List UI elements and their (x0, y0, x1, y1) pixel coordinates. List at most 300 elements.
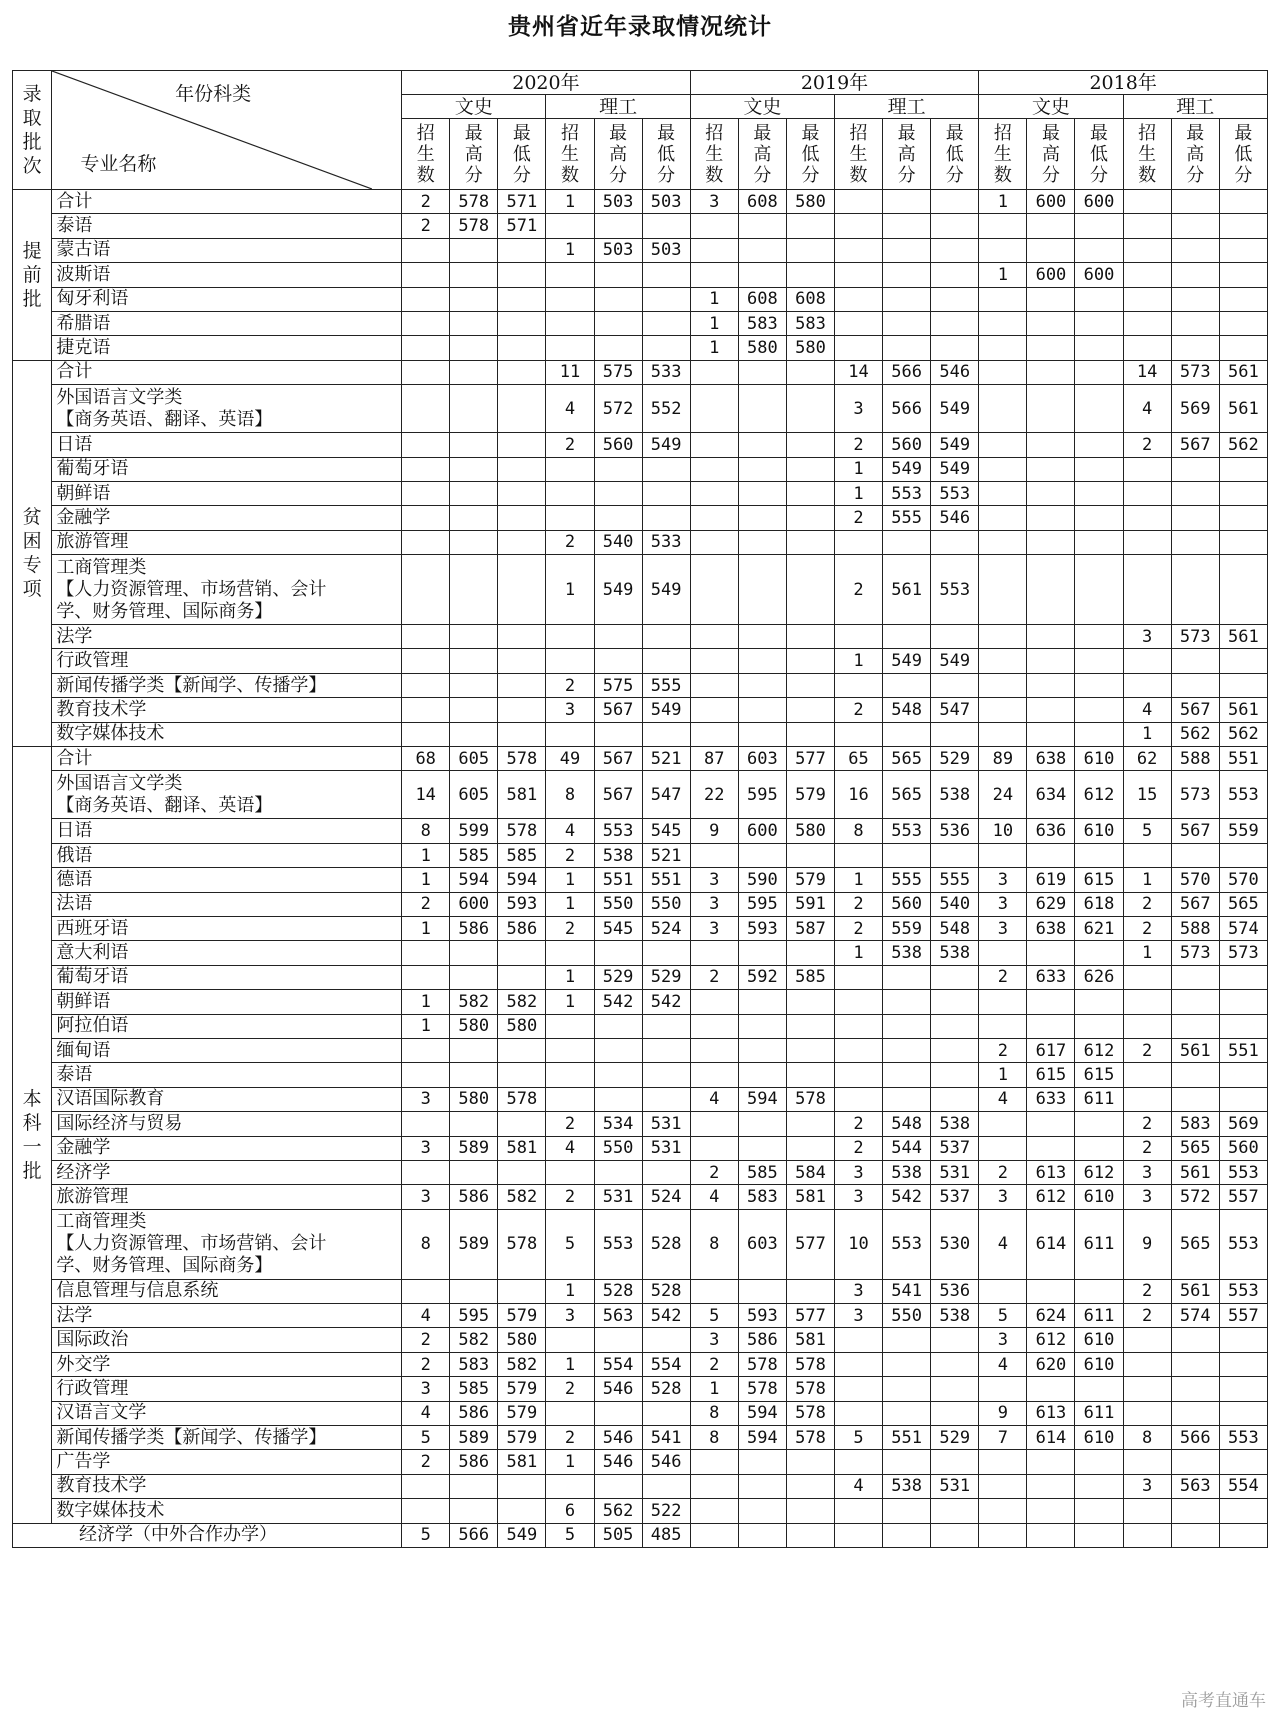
value-cell (690, 1038, 738, 1062)
value-cell: 591 (786, 892, 834, 916)
value-cell (931, 625, 979, 649)
table-row (13, 506, 1268, 530)
value-cell (546, 1038, 594, 1062)
value-cell: 528 (642, 1209, 690, 1279)
value-cell: 608 (738, 287, 786, 311)
value-cell (498, 238, 546, 262)
value-cell (498, 1038, 546, 1062)
value-cell (642, 263, 690, 287)
value-cell: 3 (402, 1377, 450, 1401)
value-cell: 89 (979, 747, 1027, 771)
value-cell: 594 (738, 1087, 786, 1111)
value-cell: 615 (1027, 1063, 1075, 1087)
value-cell: 2 (402, 1352, 450, 1376)
column-header (1123, 119, 1171, 190)
value-cell: 573 (1171, 360, 1219, 384)
major-name-line: 合计 (56, 190, 93, 212)
value-cell: 4 (1123, 698, 1171, 722)
value-cell (594, 1160, 642, 1184)
value-cell: 11 (546, 360, 594, 384)
value-cell: 594 (498, 868, 546, 892)
diag-top-label: 年份科类 (175, 83, 252, 105)
value-cell (835, 1352, 883, 1376)
value-cell (1171, 214, 1219, 238)
value-cell (642, 1474, 690, 1498)
value-cell (835, 843, 883, 867)
value-cell (1075, 214, 1123, 238)
value-cell: 3 (1123, 1474, 1171, 1498)
value-cell: 614 (1027, 1426, 1075, 1450)
major-name-line: 工商管理类 (56, 556, 147, 578)
value-cell (1123, 965, 1171, 989)
table-row (13, 1279, 1268, 1303)
value-cell (1027, 990, 1075, 1014)
value-cell: 533 (642, 360, 690, 384)
value-cell (786, 360, 834, 384)
value-cell (1075, 360, 1123, 384)
value-cell: 579 (498, 1401, 546, 1425)
value-cell: 615 (1075, 1063, 1123, 1087)
value-cell: 551 (594, 868, 642, 892)
value-cell (402, 311, 450, 335)
value-cell (979, 336, 1027, 360)
value-cell: 612 (1075, 1160, 1123, 1184)
value-cell (835, 1499, 883, 1523)
value-cell: 571 (498, 214, 546, 238)
value-cell (786, 1523, 834, 1547)
major-name-line: 数字媒体技术 (56, 723, 165, 745)
value-cell (450, 625, 498, 649)
value-cell (1123, 1450, 1171, 1474)
value-cell: 3 (546, 698, 594, 722)
value-cell (1027, 1014, 1075, 1038)
value-cell: 546 (594, 1377, 642, 1401)
value-cell: 528 (642, 1377, 690, 1401)
value-cell (642, 649, 690, 673)
value-cell: 538 (594, 843, 642, 867)
value-cell: 538 (931, 771, 979, 819)
value-cell (1027, 506, 1075, 530)
value-cell (835, 1450, 883, 1474)
value-cell (498, 1279, 546, 1303)
value-cell: 600 (1027, 190, 1075, 214)
table-row (13, 530, 1268, 554)
column-header (1219, 119, 1267, 190)
value-cell (979, 1474, 1027, 1498)
value-cell: 531 (931, 1474, 979, 1498)
table-row (13, 1136, 1268, 1160)
table-row (13, 1401, 1268, 1425)
value-cell (883, 1328, 931, 1352)
value-cell: 1 (546, 1450, 594, 1474)
value-cell (402, 698, 450, 722)
value-cell (1075, 1474, 1123, 1498)
value-cell: 567 (594, 771, 642, 819)
value-cell: 536 (931, 1279, 979, 1303)
watermark: 高考直通车 (1181, 1691, 1266, 1711)
value-cell: 3 (835, 385, 883, 433)
value-cell (690, 506, 738, 530)
value-cell: 503 (594, 190, 642, 214)
value-cell (738, 360, 786, 384)
value-cell (594, 1038, 642, 1062)
major-name (52, 1499, 402, 1523)
value-cell: 528 (594, 1279, 642, 1303)
value-cell (738, 457, 786, 481)
value-cell: 611 (1075, 1209, 1123, 1279)
value-cell (1219, 1014, 1267, 1038)
value-cell (450, 287, 498, 311)
value-cell: 2 (402, 892, 450, 916)
value-cell: 633 (1027, 1087, 1075, 1111)
value-cell: 485 (642, 1523, 690, 1547)
value-cell: 554 (642, 1352, 690, 1376)
value-cell: 2 (546, 1185, 594, 1209)
value-cell (642, 1160, 690, 1184)
value-cell: 561 (1219, 360, 1267, 384)
value-cell (931, 214, 979, 238)
value-cell (1075, 1499, 1123, 1523)
value-cell (1027, 1136, 1075, 1160)
value-cell: 560 (883, 892, 931, 916)
value-cell (979, 990, 1027, 1014)
value-cell: 1 (546, 868, 594, 892)
value-cell (690, 555, 738, 625)
value-cell (883, 287, 931, 311)
value-cell (690, 385, 738, 433)
major-name-line: 信息管理与信息系统 (56, 1280, 219, 1302)
value-cell (1123, 555, 1171, 625)
value-cell (1171, 1499, 1219, 1523)
value-cell (546, 1328, 594, 1352)
major-name-line: 教育技术学 (56, 698, 147, 720)
table-row (13, 1499, 1268, 1523)
major-name (52, 336, 402, 360)
value-cell (979, 1136, 1027, 1160)
value-cell: 1 (690, 311, 738, 335)
value-cell (979, 722, 1027, 746)
value-cell (835, 214, 883, 238)
value-cell (1075, 673, 1123, 697)
value-cell: 542 (642, 1304, 690, 1328)
major-name-line: 俄语 (56, 844, 93, 866)
value-cell (835, 311, 883, 335)
value-cell (450, 1160, 498, 1184)
value-cell (1171, 843, 1219, 867)
major-name-line: 日语 (56, 820, 93, 842)
value-cell: 549 (931, 385, 979, 433)
value-cell (738, 941, 786, 965)
value-cell: 3 (979, 1328, 1027, 1352)
value-cell (642, 506, 690, 530)
value-cell (1123, 1377, 1171, 1401)
value-cell (1219, 190, 1267, 214)
value-cell (979, 433, 1027, 457)
value-cell: 565 (1171, 1209, 1219, 1279)
value-cell: 578 (450, 190, 498, 214)
value-cell (690, 481, 738, 505)
value-cell (642, 481, 690, 505)
value-cell: 1 (402, 916, 450, 940)
value-cell (594, 311, 642, 335)
major-name (52, 722, 402, 746)
value-cell (883, 190, 931, 214)
value-cell (883, 263, 931, 287)
value-cell (1027, 698, 1075, 722)
value-cell: 65 (835, 747, 883, 771)
value-cell (1123, 238, 1171, 262)
value-cell (1219, 1063, 1267, 1087)
value-cell (1027, 1523, 1075, 1547)
value-cell: 1 (979, 263, 1027, 287)
value-cell (402, 1279, 450, 1303)
value-cell (1075, 990, 1123, 1014)
value-cell (498, 336, 546, 360)
value-cell: 580 (786, 819, 834, 843)
value-cell (690, 1474, 738, 1498)
value-cell (1123, 1499, 1171, 1523)
value-cell (1219, 1087, 1267, 1111)
value-cell: 2 (1123, 1279, 1171, 1303)
value-cell: 578 (498, 819, 546, 843)
value-cell (1075, 1136, 1123, 1160)
value-cell (402, 1038, 450, 1062)
value-cell (498, 530, 546, 554)
value-cell (1171, 649, 1219, 673)
value-cell (1123, 1523, 1171, 1547)
value-cell (883, 1014, 931, 1038)
value-cell: 529 (931, 747, 979, 771)
value-cell: 555 (642, 673, 690, 697)
value-cell (1075, 1279, 1123, 1303)
value-cell: 549 (642, 433, 690, 457)
value-cell: 14 (1123, 360, 1171, 384)
value-cell: 524 (642, 916, 690, 940)
value-cell: 521 (642, 843, 690, 867)
value-cell (498, 1063, 546, 1087)
value-cell (786, 1474, 834, 1498)
value-cell (1027, 481, 1075, 505)
value-cell (738, 263, 786, 287)
value-cell: 553 (1219, 1279, 1267, 1303)
value-cell (835, 530, 883, 554)
major-name-line: 经济学 (56, 1161, 111, 1183)
value-cell: 600 (450, 892, 498, 916)
value-cell (450, 457, 498, 481)
value-cell (546, 1401, 594, 1425)
value-cell (1123, 1352, 1171, 1376)
value-cell (1123, 263, 1171, 287)
value-cell (835, 625, 883, 649)
value-cell (883, 311, 931, 335)
value-cell (1027, 1474, 1075, 1498)
value-cell: 595 (738, 771, 786, 819)
value-cell: 610 (1075, 747, 1123, 771)
value-cell: 5 (402, 1523, 450, 1547)
value-cell: 1 (546, 190, 594, 214)
value-cell: 572 (594, 385, 642, 433)
value-cell: 529 (931, 1426, 979, 1450)
value-cell: 611 (1075, 1304, 1123, 1328)
value-cell (835, 1401, 883, 1425)
value-cell (1219, 238, 1267, 262)
value-cell (642, 311, 690, 335)
value-cell (883, 1499, 931, 1523)
value-cell (402, 506, 450, 530)
value-cell (402, 1063, 450, 1087)
value-cell: 8 (1123, 1426, 1171, 1450)
value-cell (931, 1352, 979, 1376)
value-cell (786, 625, 834, 649)
value-cell: 2 (690, 1160, 738, 1184)
value-cell: 1 (546, 892, 594, 916)
value-cell: 2 (1123, 1304, 1171, 1328)
value-cell (1171, 965, 1219, 989)
value-cell: 541 (642, 1426, 690, 1450)
value-cell (1171, 457, 1219, 481)
value-cell: 546 (931, 506, 979, 530)
value-cell (690, 433, 738, 457)
value-cell: 2 (835, 916, 883, 940)
value-cell (594, 1401, 642, 1425)
value-cell: 1 (690, 336, 738, 360)
value-cell: 9 (690, 819, 738, 843)
value-cell: 546 (594, 1450, 642, 1474)
value-cell (498, 555, 546, 625)
value-cell: 3 (1123, 1185, 1171, 1209)
value-cell: 14 (402, 771, 450, 819)
table-row (13, 433, 1268, 457)
value-cell (1171, 1014, 1219, 1038)
value-cell: 615 (1075, 868, 1123, 892)
value-cell: 585 (786, 965, 834, 989)
value-cell (931, 990, 979, 1014)
major-name (52, 214, 402, 238)
value-cell: 633 (1027, 965, 1075, 989)
table-row (13, 892, 1268, 916)
value-cell (690, 214, 738, 238)
value-cell: 561 (1219, 385, 1267, 433)
value-cell: 565 (1171, 1136, 1219, 1160)
value-cell: 578 (498, 1087, 546, 1111)
value-cell: 612 (1027, 1328, 1075, 1352)
value-cell: 582 (450, 990, 498, 1014)
value-cell: 586 (450, 1401, 498, 1425)
value-cell (738, 238, 786, 262)
track-header: 理工 (1123, 95, 1267, 119)
value-cell: 555 (883, 506, 931, 530)
value-cell (931, 1499, 979, 1523)
major-name-line: 外交学 (56, 1353, 111, 1375)
value-cell (786, 433, 834, 457)
value-cell (642, 336, 690, 360)
value-cell: 521 (642, 747, 690, 771)
value-cell: 560 (1219, 1136, 1267, 1160)
diag-bottom-label: 专业名称 (80, 153, 157, 175)
value-cell (979, 481, 1027, 505)
value-cell (546, 649, 594, 673)
major-name (52, 1063, 402, 1087)
major-name (52, 747, 402, 771)
value-cell (690, 360, 738, 384)
value-cell (642, 287, 690, 311)
value-cell (1027, 336, 1075, 360)
major-name (52, 1328, 402, 1352)
value-cell (498, 506, 546, 530)
value-cell (498, 385, 546, 433)
column-header-text: 最 高 分 (897, 122, 916, 186)
value-cell (1027, 530, 1075, 554)
value-cell (738, 214, 786, 238)
value-cell (498, 360, 546, 384)
value-cell: 1 (979, 190, 1027, 214)
value-cell (450, 433, 498, 457)
major-name-line: 法语 (56, 893, 93, 915)
value-cell: 638 (1027, 747, 1075, 771)
column-header-text: 最 高 分 (609, 122, 628, 186)
value-cell (498, 263, 546, 287)
major-name (52, 263, 402, 287)
value-cell (786, 263, 834, 287)
value-cell (1075, 433, 1123, 457)
value-cell: 582 (498, 990, 546, 1014)
major-name (52, 771, 402, 819)
value-cell: 593 (738, 916, 786, 940)
value-cell (1123, 481, 1171, 505)
value-cell (1171, 1377, 1219, 1401)
major-name-line: 【商务英语、翻译、英语】 (56, 408, 273, 430)
value-cell (786, 1014, 834, 1038)
value-cell (690, 1450, 738, 1474)
value-cell: 2 (835, 1112, 883, 1136)
value-cell: 2 (546, 530, 594, 554)
column-header (786, 119, 834, 190)
value-cell (450, 238, 498, 262)
value-cell (931, 673, 979, 697)
value-cell (1219, 1450, 1267, 1474)
value-cell (402, 360, 450, 384)
value-cell: 553 (594, 1209, 642, 1279)
value-cell: 529 (594, 965, 642, 989)
value-cell (883, 1087, 931, 1111)
column-header (1171, 119, 1219, 190)
value-cell: 2 (402, 1328, 450, 1352)
value-cell: 549 (883, 649, 931, 673)
major-name-line: 广告学 (56, 1451, 111, 1473)
value-cell: 562 (1219, 433, 1267, 457)
value-cell (1123, 190, 1171, 214)
major-name (52, 1377, 402, 1401)
value-cell: 561 (1171, 1279, 1219, 1303)
value-cell (498, 1499, 546, 1523)
value-cell (931, 1377, 979, 1401)
table-row (13, 1087, 1268, 1111)
value-cell (498, 1112, 546, 1136)
value-cell (546, 1474, 594, 1498)
table-row (13, 843, 1268, 867)
value-cell: 545 (594, 916, 642, 940)
major-name (52, 287, 402, 311)
value-cell (738, 843, 786, 867)
value-cell: 2 (546, 1112, 594, 1136)
value-cell (931, 1063, 979, 1087)
track-header: 文史 (690, 95, 834, 119)
major-name (52, 457, 402, 481)
value-cell: 580 (498, 1014, 546, 1038)
major-name (52, 1160, 402, 1184)
value-cell (450, 385, 498, 433)
value-cell: 68 (402, 747, 450, 771)
